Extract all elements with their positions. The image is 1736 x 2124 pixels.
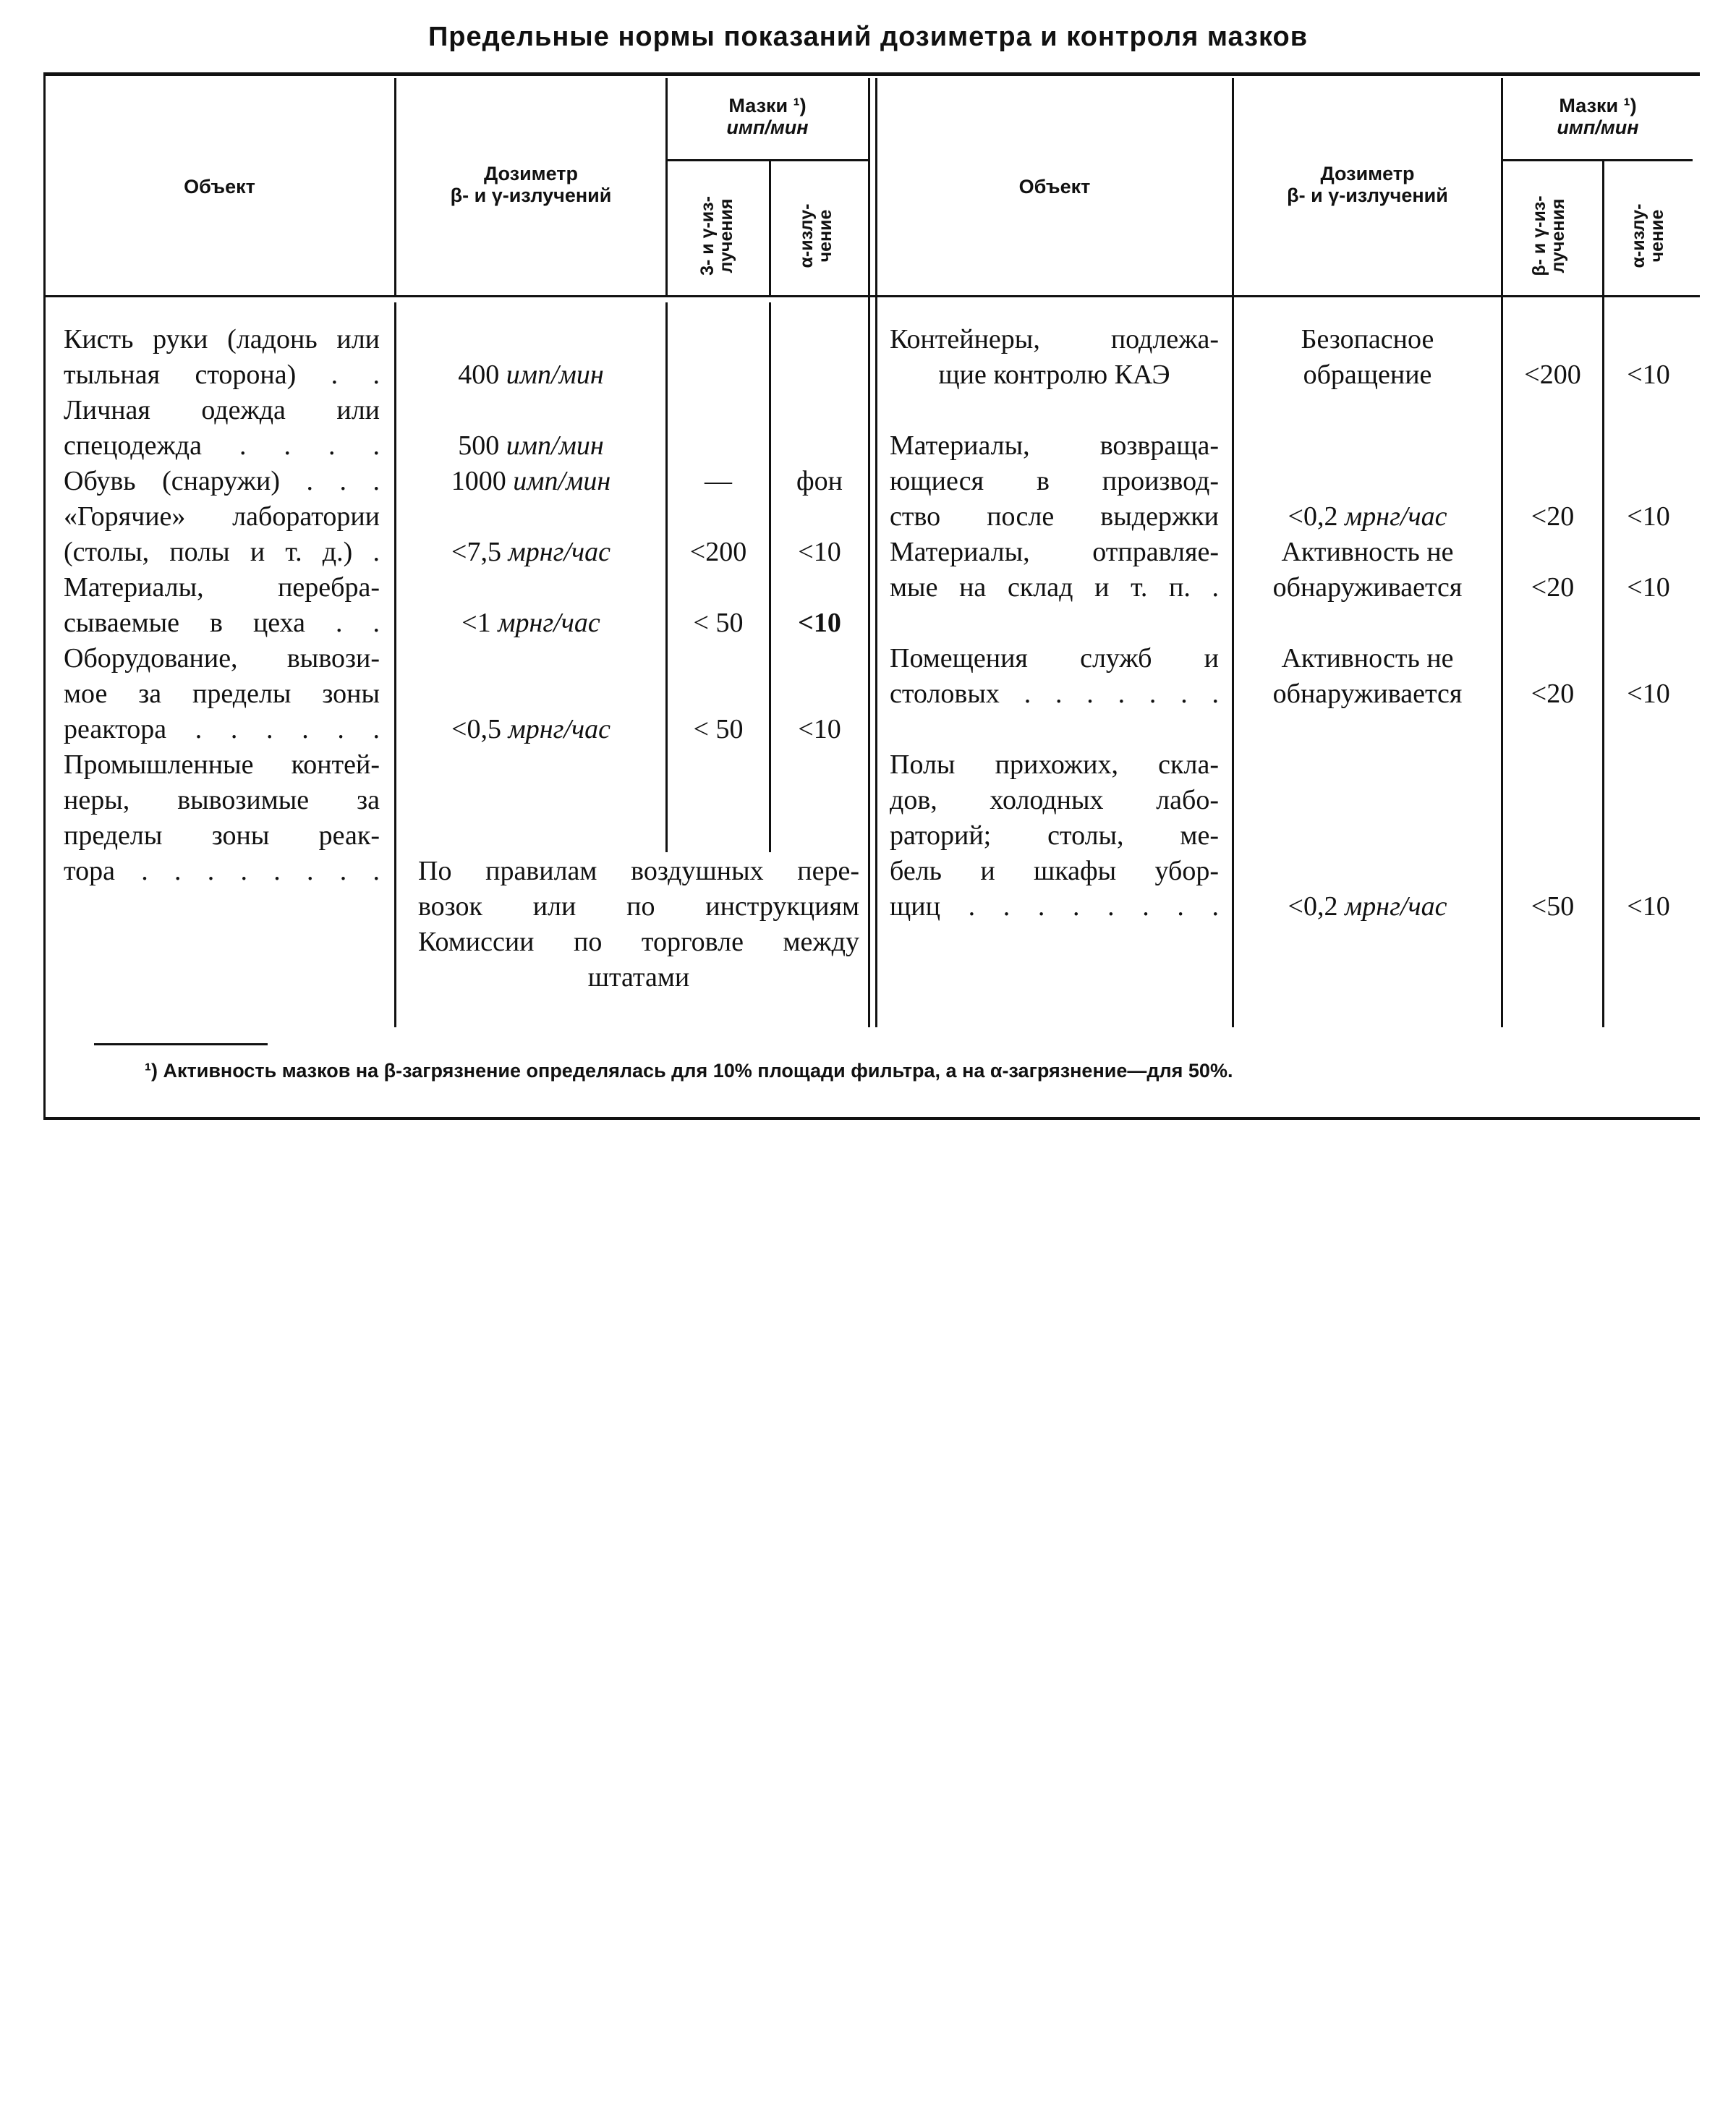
header-dosimeter-right: Дозиметр β- и γ-излучений: [1287, 163, 1448, 206]
left-row-4-alpha: <10: [798, 537, 841, 567]
right-row-1-bg: <200: [1524, 360, 1581, 390]
left-row-3-object: Обувь (снаружи) . . .: [64, 466, 380, 496]
left-row-5-dosimeter: <1 мрнг/час: [461, 608, 600, 638]
right-row-5-object: Полы прихожих, скла- дов, холодных лабо- раторий; столы, ме- бель и шкафы убор- щиц . . . . . . . .: [890, 749, 1219, 922]
right-row-2-object: Материалы, возвраща- ющиеся в производ- ство после выдержки: [890, 430, 1219, 532]
right-row-4-alpha: <10: [1627, 679, 1670, 709]
left-row-6-object: Оборудование, вывози- мое за пределы зоны реактора . . . . . .: [64, 643, 380, 744]
header-alpha-right: α-излу- чение: [1628, 203, 1668, 268]
header-object-right: Объект: [1018, 176, 1091, 197]
header-bg-left: 3- и γ-из- лучения: [697, 196, 737, 276]
left-row-4-dosimeter: <7,5 мрнг/час: [451, 537, 610, 567]
left-row-6-dosimeter: <0,5 мрнг/час: [451, 714, 610, 744]
left-row-4-bg: <200: [689, 537, 747, 567]
left-row-2-object: Личная одежда или спецодежда . . . .: [64, 395, 380, 461]
left-row-7-dosimeter-span: По правилам воздушных пере- возок или по инструкциям Комиссии по торговле между штатами: [418, 856, 859, 993]
rule-h-header: [43, 295, 1700, 297]
right-row-3-alpha: <10: [1627, 572, 1670, 603]
rule-v3: [769, 159, 771, 295]
rule-h-sub-left: [665, 159, 868, 161]
left-row-3-alpha: фон: [796, 466, 843, 496]
right-row-5-bg: <50: [1531, 891, 1575, 922]
left-row-5-bg: < 50: [693, 608, 744, 638]
header-bg-right: β- и γ-из- лучения: [1529, 195, 1569, 276]
rule-h-sub-right: [1501, 159, 1693, 161]
left-row-5-alpha: <10: [798, 608, 841, 638]
right-row-4-object: Помещения служб и столовых . . . . . . .: [890, 643, 1219, 709]
footnote-rule: [94, 1043, 268, 1045]
left-row-1-object: Кисть руки (ладонь или тыльная сторона) . .: [64, 324, 380, 390]
right-row-5-dosimeter: <0,2 мрнг/час: [1288, 891, 1447, 922]
header-object-left: Объект: [184, 176, 255, 197]
rule-v4b: [875, 78, 877, 1027]
left-row-6-bg: < 50: [693, 714, 744, 744]
right-row-5-alpha: <10: [1627, 891, 1670, 922]
header-dosimeter-left: Дозиметр β- и γ-излучений: [450, 163, 612, 206]
right-row-3-bg: <20: [1531, 572, 1575, 603]
rule-v4a: [868, 78, 870, 1027]
footnote: ¹) Активность мазков на β-загрязнение определялась для 10% площади фильтра, а на α-загрязнение—для 50%.: [145, 1060, 1233, 1082]
right-row-4-bg: <20: [1531, 679, 1575, 709]
left-row-1-dosimeter: 400 имп/мин: [458, 360, 604, 390]
left-row-6-alpha: <10: [798, 714, 841, 744]
left-row-7-object: Промышленные контей- неры, вывозимые за пределы зоны реак- тора . . . . . . . .: [64, 749, 380, 886]
left-row-3-dosimeter: 1000 имп/мин: [451, 466, 611, 496]
right-row-2-bg: <20: [1531, 501, 1575, 532]
left-row-4-object: «Горячие» лаборатории (столы, полы и т. д.) .: [64, 501, 380, 567]
table-title: Предельные нормы показаний дозиметра и контроля мазков: [427, 22, 1309, 52]
left-row-3-bg: —: [705, 466, 732, 496]
right-row-1-dosimeter: Безопасное обращение: [1301, 324, 1434, 390]
right-row-1-alpha: <10: [1627, 360, 1670, 390]
rule-v6: [1501, 78, 1503, 1027]
header-smears-left: Мазки ¹) имп/мин: [726, 95, 809, 138]
right-row-3-dosimeter: Активность не обнаруживается: [1272, 537, 1463, 603]
right-row-4-dosimeter: Активность не обнаруживается: [1272, 643, 1463, 709]
right-row-2-alpha: <10: [1627, 501, 1670, 532]
right-row-3-object: Материалы, отправляе- мые на склад и т. п. .: [890, 537, 1219, 603]
header-alpha-left: α-излу- чение: [796, 203, 836, 268]
header-smears-right: Мазки ¹) имп/мин: [1557, 95, 1639, 138]
left-row-5-object: Материалы, перебра- сываемые в цеха . .: [64, 572, 380, 638]
right-row-2-dosimeter: <0,2 мрнг/час: [1288, 501, 1447, 532]
right-row-1-object: Контейнеры, подлежа- щие контролю КАЭ: [890, 324, 1219, 390]
left-row-2-dosimeter: 500 имп/мин: [458, 430, 604, 461]
